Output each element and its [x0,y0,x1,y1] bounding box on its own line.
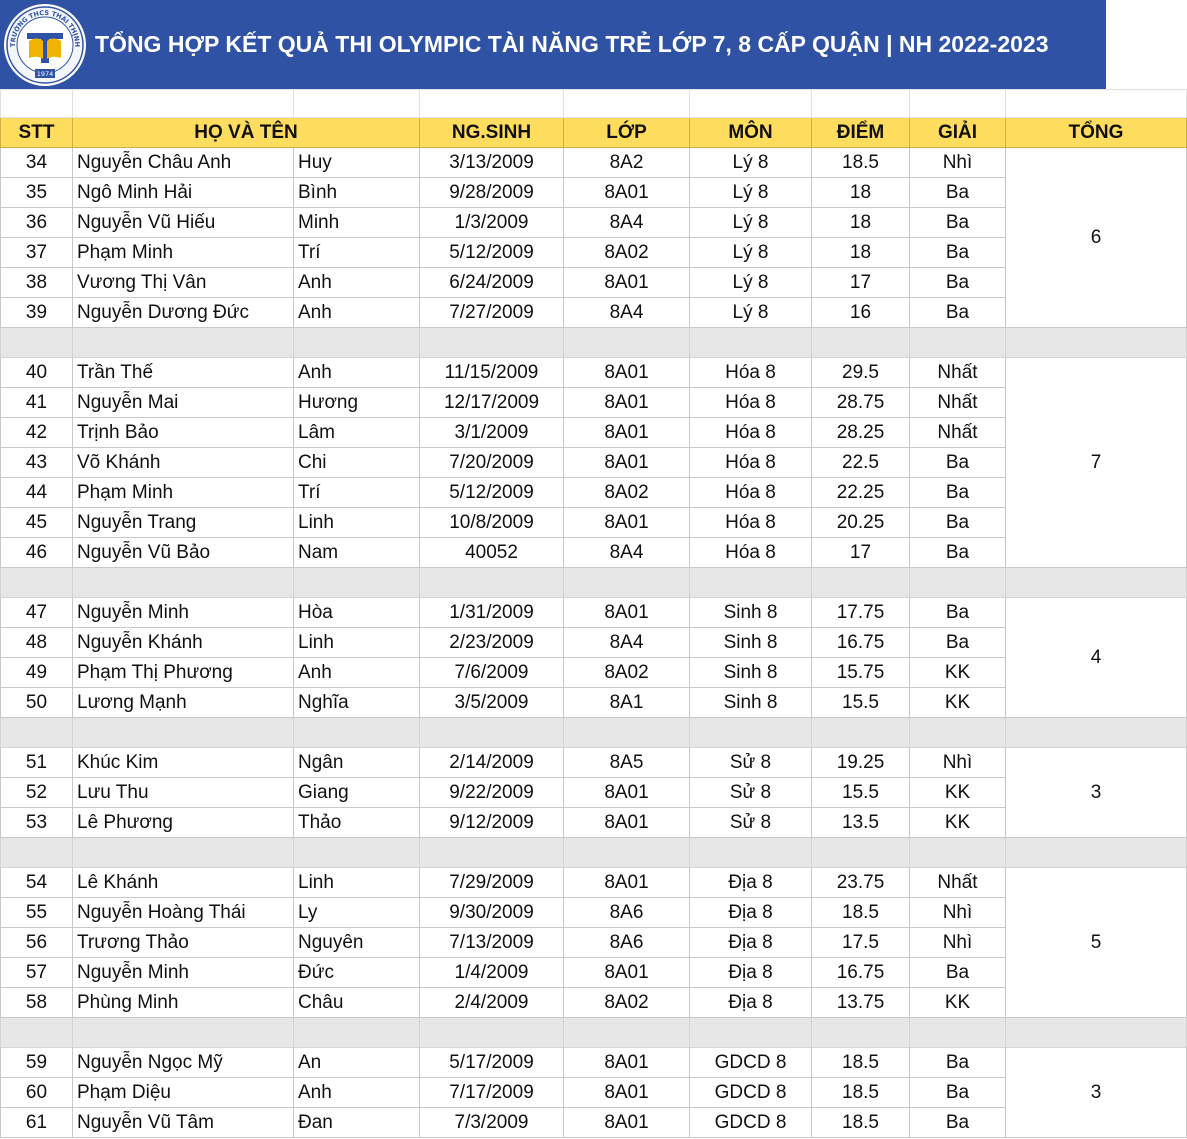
stt-cell: 55 [1,898,73,928]
class-cell: 8A4 [564,208,690,238]
first-name-cell: Bình [294,178,420,208]
prize-cell: KK [910,988,1006,1018]
prize-cell: Ba [910,268,1006,298]
header-class: LỚP [564,118,690,148]
score-cell: 13.5 [812,808,910,838]
last-name-cell: Phùng Minh [73,988,294,1018]
prize-cell: Ba [910,448,1006,478]
dob-cell: 12/17/2009 [420,388,564,418]
score-cell: 16 [812,298,910,328]
results-table [0,89,1187,1138]
score-cell: 18.5 [812,898,910,928]
prize-cell: KK [910,778,1006,808]
last-name-cell: Nguyễn Mai [73,388,294,418]
subject-cell: Địa 8 [690,958,812,988]
group-separator [1,1018,1187,1048]
class-cell: 8A01 [564,598,690,628]
first-name-cell: Đan [294,1108,420,1138]
score-cell: 18 [812,238,910,268]
first-name-cell: Thảo [294,808,420,838]
first-name-cell: Ly [294,898,420,928]
dob-cell: 6/24/2009 [420,268,564,298]
table-row [1,748,1187,778]
subject-cell: Địa 8 [690,928,812,958]
dob-cell: 7/13/2009 [420,928,564,958]
class-cell: 8A4 [564,298,690,328]
table-row [1,148,1187,178]
stt-cell: 50 [1,688,73,718]
score-cell: 13.75 [812,988,910,1018]
stt-cell: 54 [1,868,73,898]
score-cell: 22.5 [812,448,910,478]
class-cell: 8A02 [564,988,690,1018]
header-score: ĐIỂM [812,118,910,148]
first-name-cell: Châu [294,988,420,1018]
subject-cell: Địa 8 [690,988,812,1018]
prize-cell: Ba [910,1048,1006,1078]
score-cell: 17.75 [812,598,910,628]
prize-cell: Ba [910,178,1006,208]
score-cell: 18.5 [812,1078,910,1108]
subject-cell: Hóa 8 [690,448,812,478]
first-name-cell: Hòa [294,598,420,628]
score-cell: 19.25 [812,748,910,778]
stt-cell: 53 [1,808,73,838]
group-separator [1,838,1187,868]
header-row [1,118,1187,148]
dob-cell: 10/8/2009 [420,508,564,538]
score-cell: 15.75 [812,658,910,688]
subject-cell: Lý 8 [690,268,812,298]
last-name-cell: Nguyễn Vũ Hiếu [73,208,294,238]
last-name-cell: Lương Mạnh [73,688,294,718]
group-total-cell: 3 [1006,1048,1187,1138]
stt-cell: 34 [1,148,73,178]
prize-cell: Nhất [910,868,1006,898]
prize-cell: KK [910,658,1006,688]
last-name-cell: Phạm Minh [73,478,294,508]
dob-cell: 11/15/2009 [420,358,564,388]
class-cell: 8A01 [564,418,690,448]
table-row [1,598,1187,628]
first-name-cell: Anh [294,268,420,298]
stt-cell: 61 [1,1108,73,1138]
last-name-cell: Lê Khánh [73,868,294,898]
last-name-cell: Phạm Diệu [73,1078,294,1108]
first-name-cell: Nguyên [294,928,420,958]
prize-cell: Nhì [910,748,1006,778]
group-total-cell: 7 [1006,358,1187,568]
class-cell: 8A01 [564,388,690,418]
prize-cell: Ba [910,478,1006,508]
stt-cell: 48 [1,628,73,658]
first-name-cell: Nam [294,538,420,568]
last-name-cell: Nguyễn Minh [73,598,294,628]
stt-cell: 51 [1,748,73,778]
dob-cell: 3/13/2009 [420,148,564,178]
last-name-cell: Lê Phương [73,808,294,838]
stt-cell: 41 [1,388,73,418]
last-name-cell: Vương Thị Vân [73,268,294,298]
prize-cell: Ba [910,1078,1006,1108]
last-name-cell: Nguyễn Dương Đức [73,298,294,328]
last-name-cell: Nguyễn Khánh [73,628,294,658]
last-name-cell: Ngô Minh Hải [73,178,294,208]
class-cell: 8A01 [564,958,690,988]
stt-cell: 49 [1,658,73,688]
score-cell: 28.75 [812,388,910,418]
dob-cell: 3/5/2009 [420,688,564,718]
prize-cell: Nhì [910,898,1006,928]
subject-cell: GDCD 8 [690,1108,812,1138]
class-cell: 8A02 [564,658,690,688]
dob-cell: 2/14/2009 [420,748,564,778]
subject-cell: Sinh 8 [690,688,812,718]
score-cell: 22.25 [812,478,910,508]
subject-cell: Hóa 8 [690,508,812,538]
dob-cell: 9/22/2009 [420,778,564,808]
score-cell: 23.75 [812,868,910,898]
stt-cell: 46 [1,538,73,568]
last-name-cell: Nguyễn Vũ Bảo [73,538,294,568]
class-cell: 8A01 [564,178,690,208]
class-cell: 8A1 [564,688,690,718]
subject-cell: Địa 8 [690,868,812,898]
last-name-cell: Võ Khánh [73,448,294,478]
subject-cell: Hóa 8 [690,538,812,568]
prize-cell: Nhất [910,358,1006,388]
class-cell: 8A01 [564,448,690,478]
class-cell: 8A01 [564,868,690,898]
subject-cell: Hóa 8 [690,358,812,388]
class-cell: 8A2 [564,148,690,178]
first-name-cell: Giang [294,778,420,808]
class-cell: 8A01 [564,808,690,838]
stt-cell: 42 [1,418,73,448]
subject-cell: Hóa 8 [690,418,812,448]
class-cell: 8A4 [564,628,690,658]
score-cell: 28.25 [812,418,910,448]
last-name-cell: Phạm Minh [73,238,294,268]
class-cell: 8A6 [564,898,690,928]
group-separator [1,568,1187,598]
prize-cell: Ba [910,508,1006,538]
last-name-cell: Trần Thế [73,358,294,388]
header-subject: MÔN [690,118,812,148]
stt-cell: 47 [1,598,73,628]
dob-cell: 1/3/2009 [420,208,564,238]
first-name-cell: Nghĩa [294,688,420,718]
subject-cell: Địa 8 [690,898,812,928]
first-name-cell: Anh [294,1078,420,1108]
score-cell: 16.75 [812,628,910,658]
table-row [1,868,1187,898]
prize-cell: Nhất [910,418,1006,448]
group-total-cell: 5 [1006,868,1187,1018]
class-cell: 8A01 [564,778,690,808]
stt-cell: 58 [1,988,73,1018]
first-name-cell: Linh [294,868,420,898]
group-separator [1,328,1187,358]
dob-cell: 7/3/2009 [420,1108,564,1138]
stt-cell: 52 [1,778,73,808]
stt-cell: 38 [1,268,73,298]
header-dob: NG.SINH [420,118,564,148]
subject-cell: Sử 8 [690,808,812,838]
prize-cell: Ba [910,628,1006,658]
score-cell: 18 [812,208,910,238]
subject-cell: Sinh 8 [690,628,812,658]
header-prize: GIẢI [910,118,1006,148]
subject-cell: GDCD 8 [690,1078,812,1108]
prize-cell: Ba [910,238,1006,268]
dob-cell: 7/20/2009 [420,448,564,478]
blank-row [1,90,1187,118]
class-cell: 8A02 [564,238,690,268]
last-name-cell: Lưu Thu [73,778,294,808]
prize-cell: KK [910,688,1006,718]
prize-cell: Nhì [910,928,1006,958]
score-cell: 15.5 [812,688,910,718]
school-logo-icon [3,3,87,87]
last-name-cell: Nguyễn Hoàng Thái [73,898,294,928]
first-name-cell: Đức [294,958,420,988]
class-cell: 8A01 [564,508,690,538]
subject-cell: Lý 8 [690,208,812,238]
score-cell: 17 [812,538,910,568]
class-cell: 8A4 [564,538,690,568]
subject-cell: Sinh 8 [690,658,812,688]
subject-cell: Lý 8 [690,148,812,178]
class-cell: 8A5 [564,748,690,778]
last-name-cell: Trịnh Bảo [73,418,294,448]
prize-cell: Nhất [910,388,1006,418]
first-name-cell: Chi [294,448,420,478]
first-name-cell: Lâm [294,418,420,448]
dob-cell: 7/6/2009 [420,658,564,688]
score-cell: 16.75 [812,958,910,988]
group-separator [1,718,1187,748]
first-name-cell: An [294,1048,420,1078]
stt-cell: 37 [1,238,73,268]
score-cell: 18.5 [812,1048,910,1078]
header-stt: STT [1,118,73,148]
stt-cell: 35 [1,178,73,208]
subject-cell: Lý 8 [690,178,812,208]
subject-cell: Sử 8 [690,778,812,808]
prize-cell: Ba [910,298,1006,328]
dob-cell: 9/12/2009 [420,808,564,838]
last-name-cell: Nguyễn Trang [73,508,294,538]
stt-cell: 57 [1,958,73,988]
prize-cell: Ba [910,958,1006,988]
class-cell: 8A01 [564,1108,690,1138]
score-cell: 20.25 [812,508,910,538]
subject-cell: Lý 8 [690,298,812,328]
subject-cell: Hóa 8 [690,478,812,508]
title-banner [0,0,1106,89]
prize-cell: Ba [910,1108,1006,1138]
score-cell: 17 [812,268,910,298]
first-name-cell: Anh [294,658,420,688]
dob-cell: 7/17/2009 [420,1078,564,1108]
stt-cell: 36 [1,208,73,238]
last-name-cell: Trương Thảo [73,928,294,958]
score-cell: 29.5 [812,358,910,388]
subject-cell: Hóa 8 [690,388,812,418]
stt-cell: 40 [1,358,73,388]
last-name-cell: Khúc Kim [73,748,294,778]
first-name-cell: Trí [294,478,420,508]
last-name-cell: Nguyễn Minh [73,958,294,988]
stt-cell: 45 [1,508,73,538]
class-cell: 8A01 [564,1048,690,1078]
logo-year: 1974 [36,70,54,78]
last-name-cell: Nguyễn Ngọc Mỹ [73,1048,294,1078]
score-cell: 18.5 [812,148,910,178]
last-name-cell: Nguyễn Châu Anh [73,148,294,178]
last-name-cell: Phạm Thị Phương [73,658,294,688]
dob-cell: 7/27/2009 [420,298,564,328]
class-cell: 8A02 [564,478,690,508]
group-total-cell: 4 [1006,598,1187,718]
prize-cell: KK [910,808,1006,838]
first-name-cell: Huy [294,148,420,178]
subject-cell: GDCD 8 [690,1048,812,1078]
first-name-cell: Minh [294,208,420,238]
dob-cell: 1/4/2009 [420,958,564,988]
stt-cell: 44 [1,478,73,508]
dob-cell: 5/17/2009 [420,1048,564,1078]
table-row [1,358,1187,388]
page-title: TỔNG HỢP KẾT QUẢ THI OLYMPIC TÀI NĂNG TRẺ LỚP 7, 8 CẤP QUẬN | NH 2022-2023 [95,31,1049,57]
first-name-cell: Linh [294,508,420,538]
header-total: TỔNG [1006,118,1187,148]
logo-text: TRƯỜNG THCS THÁI THỊNH [8,8,82,48]
score-cell: 15.5 [812,778,910,808]
dob-cell: 2/23/2009 [420,628,564,658]
stt-cell: 59 [1,1048,73,1078]
first-name-cell: Anh [294,358,420,388]
dob-cell: 1/31/2009 [420,598,564,628]
dob-cell: 40052 [420,538,564,568]
dob-cell: 3/1/2009 [420,418,564,448]
prize-cell: Ba [910,538,1006,568]
subject-cell: Sử 8 [690,748,812,778]
class-cell: 8A01 [564,358,690,388]
first-name-cell: Anh [294,298,420,328]
dob-cell: 5/12/2009 [420,478,564,508]
stt-cell: 56 [1,928,73,958]
last-name-cell: Nguyễn Vũ Tâm [73,1108,294,1138]
stt-cell: 39 [1,298,73,328]
prize-cell: Ba [910,598,1006,628]
prize-cell: Nhì [910,148,1006,178]
prize-cell: Ba [910,208,1006,238]
dob-cell: 9/30/2009 [420,898,564,928]
group-total-cell: 3 [1006,748,1187,838]
dob-cell: 2/4/2009 [420,988,564,1018]
class-cell: 8A6 [564,928,690,958]
first-name-cell: Linh [294,628,420,658]
subject-cell: Sinh 8 [690,598,812,628]
stt-cell: 60 [1,1078,73,1108]
stt-cell: 43 [1,448,73,478]
score-cell: 18 [812,178,910,208]
table-row [1,1048,1187,1078]
dob-cell: 5/12/2009 [420,238,564,268]
dob-cell: 7/29/2009 [420,868,564,898]
score-cell: 18.5 [812,1108,910,1138]
first-name-cell: Ngân [294,748,420,778]
score-cell: 17.5 [812,928,910,958]
first-name-cell: Hương [294,388,420,418]
dob-cell: 9/28/2009 [420,178,564,208]
header-name: HỌ VÀ TÊN [73,118,420,148]
class-cell: 8A01 [564,1078,690,1108]
class-cell: 8A01 [564,268,690,298]
subject-cell: Lý 8 [690,238,812,268]
group-total-cell: 6 [1006,148,1187,328]
first-name-cell: Trí [294,238,420,268]
